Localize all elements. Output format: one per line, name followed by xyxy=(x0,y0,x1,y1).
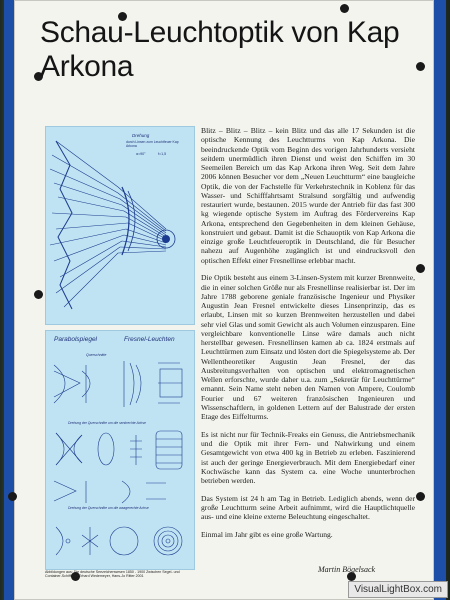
diagram2-col2: Fresnel-Leuchten xyxy=(124,336,175,343)
diagram1-note: α=90° xyxy=(136,152,146,156)
diagram1-heading: Drehung xyxy=(132,133,150,138)
bolt-icon xyxy=(340,4,349,13)
blue-frame-right xyxy=(432,0,446,600)
lens-ray-svg xyxy=(46,127,194,324)
lens-ray-diagram xyxy=(45,126,195,325)
paragraph: Es ist nicht nur für Technik-Freaks ein Genuss, die Antriebsmechanik und die Optik mit ihrer Fern- und Nahwirkung und einem Gesamtgewicht von etwa 400 kg in Betrieb zu erleben. Faszinierend ist auch der geringe Energieverbrauch. Mit dem Energiebedarf einer Kochwäsche kann das System ca. eine Woche ununterbrochen betrieben werden. xyxy=(201,429,415,485)
parabol-fresnel-diagram xyxy=(45,330,195,570)
paragraph: Blitz – Blitz – Blitz – kein Blitz und das alle 17 Sekunden ist die optische Kennung des Leuchtturms von Kap Arkona. Die beeindruckende Optik vom Beginn des vorigen Jahrhunderts versieht seitdem unermüdlich ihren Dienst und weist den Schiffen im 30 Seemeilen Bereich um das Kap Arkona ihren Weg. Seit dem Jahre 2006 können Besucher vor dem „Neuen Leuchtturm“ eine baugleiche Optik, die von der Fachstelle für Verkehrstechnik in Koblenz für das Wasser- und Schifffahrtsamt Stralsund sorgfältig und aufwendig restauriert wurde, bestaunen. 2015 wurde der Antrieb für das fast 300 kg wiegende optische System im Auftrag des Fördervereins Kap Arkona, entsprechend den Gegebenheiten in dem kleinen Gehäuse, konstruiert und gebaut. Damit ist die Schauoptik von Kap Arkona die einzige große Leuchtfeueroptik in Deutschland, die für Besucher nahezu auf Augenhöhe zugänglich ist und eindrucksvoll den optischen Effekt einer Fresnellinse erlebbar macht. xyxy=(201,126,415,265)
watermark: VisualLightBox.com xyxy=(348,581,448,598)
paragraph: Die Optik besteht aus einem 3-Linsen-System mit kurzer Brennweite, die in einer solchen Größe nur als Fresnellinse realisierbar ist. Der im Jahre 1788 geborene geniale französische Ingenieur und Physiker Augustin Jean Fresnel entwickelte dieses Linsenprinzip, das es erlaubt, Linsen mit so kurzen Brennweiten herzustellen und dabei sehr viel Glas und somit Gewicht als auch Volumen einzusparen. Eine vergleichbare konventionelle Linse wäre damals auch nicht herstellbar gewesen. Fresnellinsen kamen ab ca. 1824 erstmals auf Leuchttürmen zum Einsatz und lösten dort die Spiegelsysteme ab. Der Wellentheoretiker Augustin Jean Fresnel, der das Ausbreitungsverhalten von optischen und elektromagnetischen Wellen erforschte, wurde daher u.a. zum „Sekretär für Leuchttürme“ ernannt. Sein Name steht neben den Namen von Ampere, Coulomb Fourier und 67 weiteren französischen Ingenieuren und Wissenschaftlern, in goldenen Lettern auf der Balustrade der ersten Etage des Eiffelturms. xyxy=(201,273,415,421)
page-title: Schau-Leuchtoptik von Kap Arkona xyxy=(40,16,400,83)
diagram2-note1: Drehung der Querschnitte um die senkrechte Achse xyxy=(68,421,146,425)
image-caption: Abbildungen aus: Die deutsche Seezeichenwesen 1850 - 1900 Zwischen Segel- und Container-Schifffahrt Erhard Wedemeyer, Hans-Jo Ritter 2001 xyxy=(45,570,180,579)
paragraph: Einmal im Jahr gibt es eine große Wartung. xyxy=(201,530,333,539)
bolt-icon xyxy=(34,290,43,299)
bolt-icon xyxy=(416,264,425,273)
author-signature: Martin Bögelsack xyxy=(318,565,376,574)
bolt-icon xyxy=(8,492,17,501)
diagram1-note: f=1,5 xyxy=(158,152,167,156)
diagram2-note2: Drehung der Querschnitte um die waagerechte Achse xyxy=(68,506,149,510)
diagram1-sub: durch Linsen zum Leuchtfeuer Kap Arkona xyxy=(126,140,179,148)
diagram2-col1: Parabolspiegel xyxy=(54,336,98,343)
article-text xyxy=(201,126,415,548)
paragraph: Das System ist 24 h am Tag in Betrieb. Lediglich abends, wenn der große Leuchtturm seine Arbeit aufnimmt, wird die Hauptlichtquelle aus- und eine kleine externe Beleuchtung eingeschaltet. xyxy=(201,493,415,522)
bolt-icon xyxy=(416,492,425,501)
diagram2-sub: Querschnitte xyxy=(86,353,107,357)
optics-svg xyxy=(46,331,194,569)
